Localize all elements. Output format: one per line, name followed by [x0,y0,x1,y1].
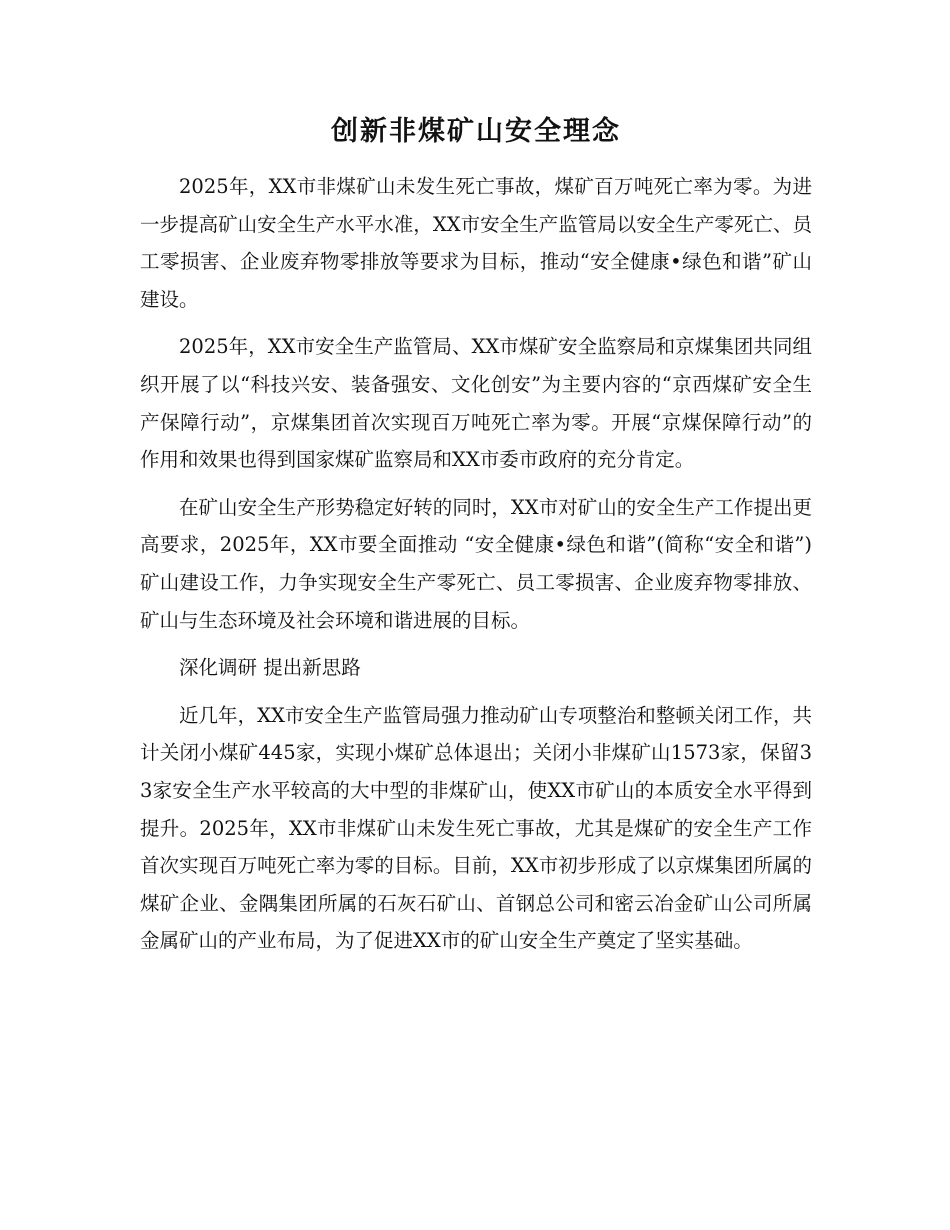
paragraph-2: 2025年，XX市安全生产监管局、XX市煤矿安全监察局和京煤集团共同组织开展了以“科技兴安、装备强安、文化创安”为主要内容的“京西煤矿安全生产保障行动”，京煤集团首次实现百万吨死亡率为零。开展“京煤保障行动”的作用和效果也得到国家煤矿监察局和XX市委市政府的充分肯定。 [140,335,812,472]
paragraph-1: 2025年，XX市非煤矿山未发生死亡事故，煤矿百万吨死亡率为零。为进一步提高矿山安全生产水平水准，XX市安全生产监管局以安全生产零死亡、员工零损害、企业废弃物零排放等要求为目标，推动“安全健康•绿色和谐”矿山建设。 [140,175,812,311]
paragraph-4: 近几年，XX市安全生产监管局强力推动矿山专项整治和整顿关闭工作，共计关闭小煤矿445家，实现小煤矿总体退出；关闭小非煤矿山1573家，保留33家安全生产水平较高的大中型的非煤矿山，使XX市矿山的本质安全水平得到提升。2025年，XX市非煤矿山未发生死亡事故，尤其是煤矿的安全生产工作首次实现百万吨死亡率为零的目标。目前，XX市初步形成了以京煤集团所属的煤矿企业、金隅集团所属的石灰石矿山、首钢总公司和密云冶金矿山公司所属金属矿山的产业布局，为了促进XX市的矿山安全生产奠定了坚实基础。 [140,703,812,953]
paragraph-3: 在矿山安全生产形势稳定好转的同时，XX市对矿山的安全生产工作提出更高要求，2025年，XX市要全面推动 “安全健康•绿色和谐”(简称“安全和谐”)矿山建设工作，力争实现安全生产零死亡、员工零损害、企业废弃物零排放、矿山与生态环境及社会环境和谐进展的目标。 [140,495,812,632]
section-heading: 深化调研 提出新思路 [179,656,361,680]
document-page [140,110,812,970]
document-title: 创新非煤矿山安全理念 [331,116,621,147]
